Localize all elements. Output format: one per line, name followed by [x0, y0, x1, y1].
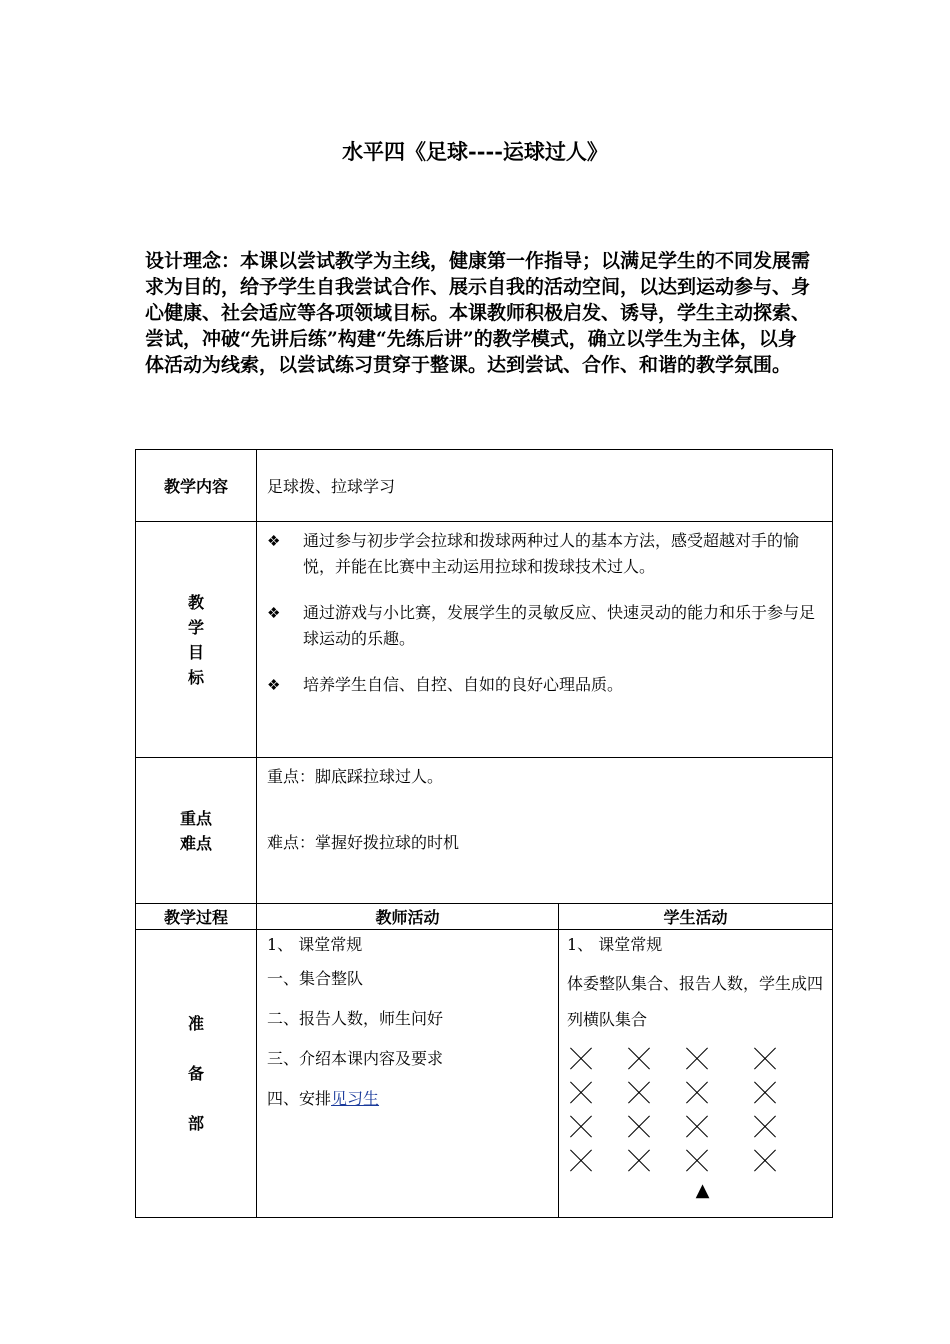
content-value: 足球拨、拉球学习: [257, 450, 833, 522]
formation-diagram: [567, 1042, 824, 1201]
process-header: 教学过程: [136, 904, 257, 930]
teacher-triangle-icon: ▲: [695, 1180, 710, 1201]
design-concept: 设计理念：本课以尝试教学为主线，健康第一作指导；以满足学生的不同发展需求为目的，给予学生自我尝试合作、展示自我的活动空间，以达到运动参与、身心健康、社会适应等各项领域目标。本课教师积极启发、诱导，学生主动探索、尝试，冲破“先讲后练”构建“先练后讲”的教学模式，确立以学生为主体，以身体活动为线索，以尝试练习贯穿于整课。达到尝试、合作、和谐的教学氛围。: [145, 250, 811, 376]
difficult-point: 难点：掌握好拨拉球的时机: [267, 833, 460, 852]
student-x-icon: [569, 1149, 593, 1173]
student-x-icon: [627, 1081, 651, 1105]
lesson-plan-table: [135, 449, 833, 1218]
student-activities: [559, 930, 833, 1218]
student-item: 1、 课堂常规: [567, 935, 663, 954]
teacher-header: 教师活动: [257, 904, 559, 930]
student-header: 学生活动: [559, 904, 833, 930]
diamond-bullet-icon: ❖: [267, 532, 281, 550]
student-x-icon: [627, 1149, 651, 1173]
content-label: 教学内容: [136, 450, 257, 522]
student-x-icon: [685, 1115, 709, 1139]
key-points-label: 重点 难点: [136, 758, 257, 904]
goal-item: ❖ 通过参与初步学会拉球和拨球两种过人的基本方法，感受超越对手的愉悦，并能在比赛中主动运用拉球和拨球技术过人。: [267, 528, 822, 580]
student-x-icon: [685, 1149, 709, 1173]
teacher-item: 三、介绍本课内容及要求: [267, 1049, 444, 1068]
page-title: 水平四《足球----运球过人》: [342, 139, 608, 164]
teacher-item: 四、安排见习生: [267, 1089, 380, 1108]
student-x-icon: [753, 1149, 777, 1173]
student-x-icon: [569, 1047, 593, 1071]
teacher-item: 一、集合整队: [267, 969, 364, 988]
goal-item: ❖ 培养学生自信、自控、自如的良好心理品质。: [267, 672, 822, 698]
diamond-bullet-icon: ❖: [267, 604, 281, 622]
student-x-icon: [685, 1047, 709, 1071]
student-x-icon: [627, 1115, 651, 1139]
goals-label: 教 学 目 标: [136, 522, 257, 758]
goal-item: ❖ 通过游戏与小比赛，发展学生的灵敏反应、快速灵动的能力和乐于参与足球运动的乐趣。: [267, 600, 822, 652]
student-x-icon: [753, 1081, 777, 1105]
prep-label: 准 备 部: [136, 930, 257, 1218]
student-x-icon: [753, 1115, 777, 1139]
teacher-item: 1、 课堂常规: [267, 935, 363, 954]
key-point: 重点：脚底踩拉球过人。: [267, 767, 444, 786]
student-x-icon: [569, 1081, 593, 1105]
observer-link[interactable]: 见习生: [331, 1089, 380, 1108]
student-x-icon: [753, 1047, 777, 1071]
student-x-icon: [685, 1081, 709, 1105]
student-x-icon: [627, 1047, 651, 1071]
diamond-bullet-icon: ❖: [267, 676, 281, 694]
student-item: 体委整队集合、报告人数，学生成四列横队集合: [567, 974, 824, 1029]
student-x-icon: [569, 1115, 593, 1139]
teacher-activities: [257, 930, 559, 1218]
teacher-item: 二、报告人数，师生问好: [267, 1009, 444, 1028]
goals-cell: [257, 522, 833, 758]
key-points-cell: [257, 758, 833, 904]
